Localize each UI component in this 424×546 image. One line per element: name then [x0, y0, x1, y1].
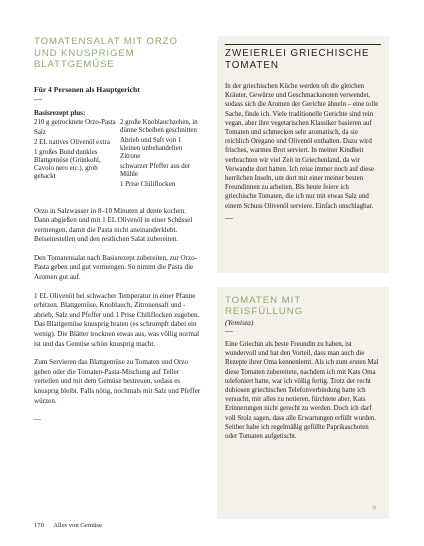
ingredient-item: 1 großes Bund dunkles Blattgemüse (Grünkohl, Cavolo nero etc.), grob gehackt	[34, 148, 101, 180]
ingredients-list	[34, 119, 202, 191]
end-dash: —	[34, 415, 42, 424]
feature-box-dash: —	[225, 326, 233, 335]
instruction-paragraph: 1 EL Olivenöl bei schwacher Temperatur in einer Pfanne erhitzen. Blattgemüse, Knoblauch, Zitronensaft und -abrieb, Salz und Pfeffer und 1 Prise Chiliflocken zugeben. Das Blattgemüse knusprig braten (es schrumpft dabei ein wenig). Die Blätter trocknen etwas aus, was völlig normal ist und das Gemüse schön knusprig macht.	[34, 291, 200, 348]
recipe-title: TOMATENSALAT MIT ORZO UND KNUSPRIGEM BLATTGEMÜSE	[34, 36, 178, 70]
feature-box-stuffed-tomatoes	[217, 287, 389, 519]
feature-box-dash: —	[225, 212, 233, 222]
feature-box-title: ZWEIERLEI GRIECHISCHE TOMATEN	[225, 44, 381, 71]
feature-box-text: In der griechischen Küche werden oft die gleichen Kräuter, Gewürze und Geschmacksnoten verwendet, sodass sich die Aromen der Gerichte ähneln – eine tolle Sache, finde ich. Viele traditionelle Gerichte sind rein vegan, aber ihre vegetarischen Klassiker basieren auf Tomaten und schmecken sehr aromatisch, da sie reichlich Oregano und Olivenöl enthalten. Dazu wird frisches, warmes Brot serviert. In meiner Kindheit verbrachten wir viel Zeit in Griechenland, da wir Verwandte dort hatten. Ich reise immer noch auf diese herrlichen Inseln, um dort mit einer meiner besten Freundinnen zu arbeiten. Bis heute feiere ich griechische Tomaten, die ich nur mit etwas Salz und einem Schuss Olivenöl serviere. Einfach unschlagbar.	[225, 83, 379, 210]
section-name: Alles von Gemüse	[53, 522, 102, 529]
ingredient-item: 1 Prise Chiliflocken	[120, 180, 176, 188]
recipe-instructions	[34, 207, 202, 425]
feature-box-title: TOMATEN MIT REISFÜLLUNG	[225, 295, 304, 317]
page-footer	[34, 522, 102, 529]
ingredient-item: 2 große Knoblauchzehen, in dünne Scheiben geschnitten	[120, 118, 198, 134]
page-number: 170	[34, 522, 44, 529]
instruction-paragraph: Orzo in Salzwasser in 8–10 Minuten al dente kochen. Dann abgießen und mit 1 EL Olivenöl in einer Schüssel vermengen, damit die Pasta nicht aneinanderklebt. Beiseitestellen und den restlichen Salat zubereiten.	[34, 206, 193, 244]
recipe-column	[34, 36, 202, 434]
divider-dash: —	[34, 93, 42, 103]
ingredients-column-1	[34, 119, 116, 191]
ingredient-item: Salz	[34, 128, 46, 136]
feature-box-text: Eine Griechin als beste Freundin zu haben, ist wundervoll und hat den Vorteil, dass man auch die Rezepte ihrer Oma kennenlernt. Als ich zum ersten Mal diese Tomaten zubereitete, nachdem ich mit Kats Oma telefoniert hatte, war ich völlig fertig. Trotz der recht dubiosen griechischen Telefonverbindung hatte ich versucht, mir alles zu notieren, fürchtete aber, Kats Erinnerungen nicht gerecht zu werden. Doch ich darf voll Stolz sagen, dass alle Erwartungen erfüllt wurden. Seither habe ich regelmäßig gefüllte Paprikaschoten oder Tomaten aufgetischt.	[225, 341, 379, 441]
feature-box-greek-tomatoes	[217, 36, 389, 273]
ingredients-column-2	[120, 119, 202, 191]
instruction-paragraph: Zum Servieren das Blattgemüse zu Tomaten und Orzo geben oder die Tomaten-Pasta-Mischung auf Teller verteilen und mit dem Gemüse bestreuen, sodass es knusprig bleibt. Falls nötig, nochmals mit Salz und Pfeffer würzen.	[34, 358, 201, 405]
feature-box-subtitle: (Yemista)	[225, 318, 254, 327]
ingredient-item: 2 EL natives Olivenöl extra	[34, 138, 110, 146]
continue-arrow-icon: »	[372, 502, 377, 513]
sidebar-column	[217, 36, 389, 519]
serves-line: Für 4 Personen als Hauptgericht	[34, 84, 140, 94]
ingredient-item: Abrieb und Saft von 1 kleinen unbehandelten Zitrone	[120, 136, 183, 160]
instruction-paragraph: Den Tomatensalat nach Basisrezept zubereiten, zur Orzo-Pasta geben und gut vermengen. So nimmt die Pasta die Aromen gut auf.	[34, 253, 198, 282]
ingredient-item: 210 g getrocknete Orzo-Pasta	[34, 118, 116, 126]
ingredient-item: schwarzer Pfeffer aus der Mühle	[120, 162, 191, 178]
ingredients-heading: Basisrezept plus:	[34, 108, 86, 117]
